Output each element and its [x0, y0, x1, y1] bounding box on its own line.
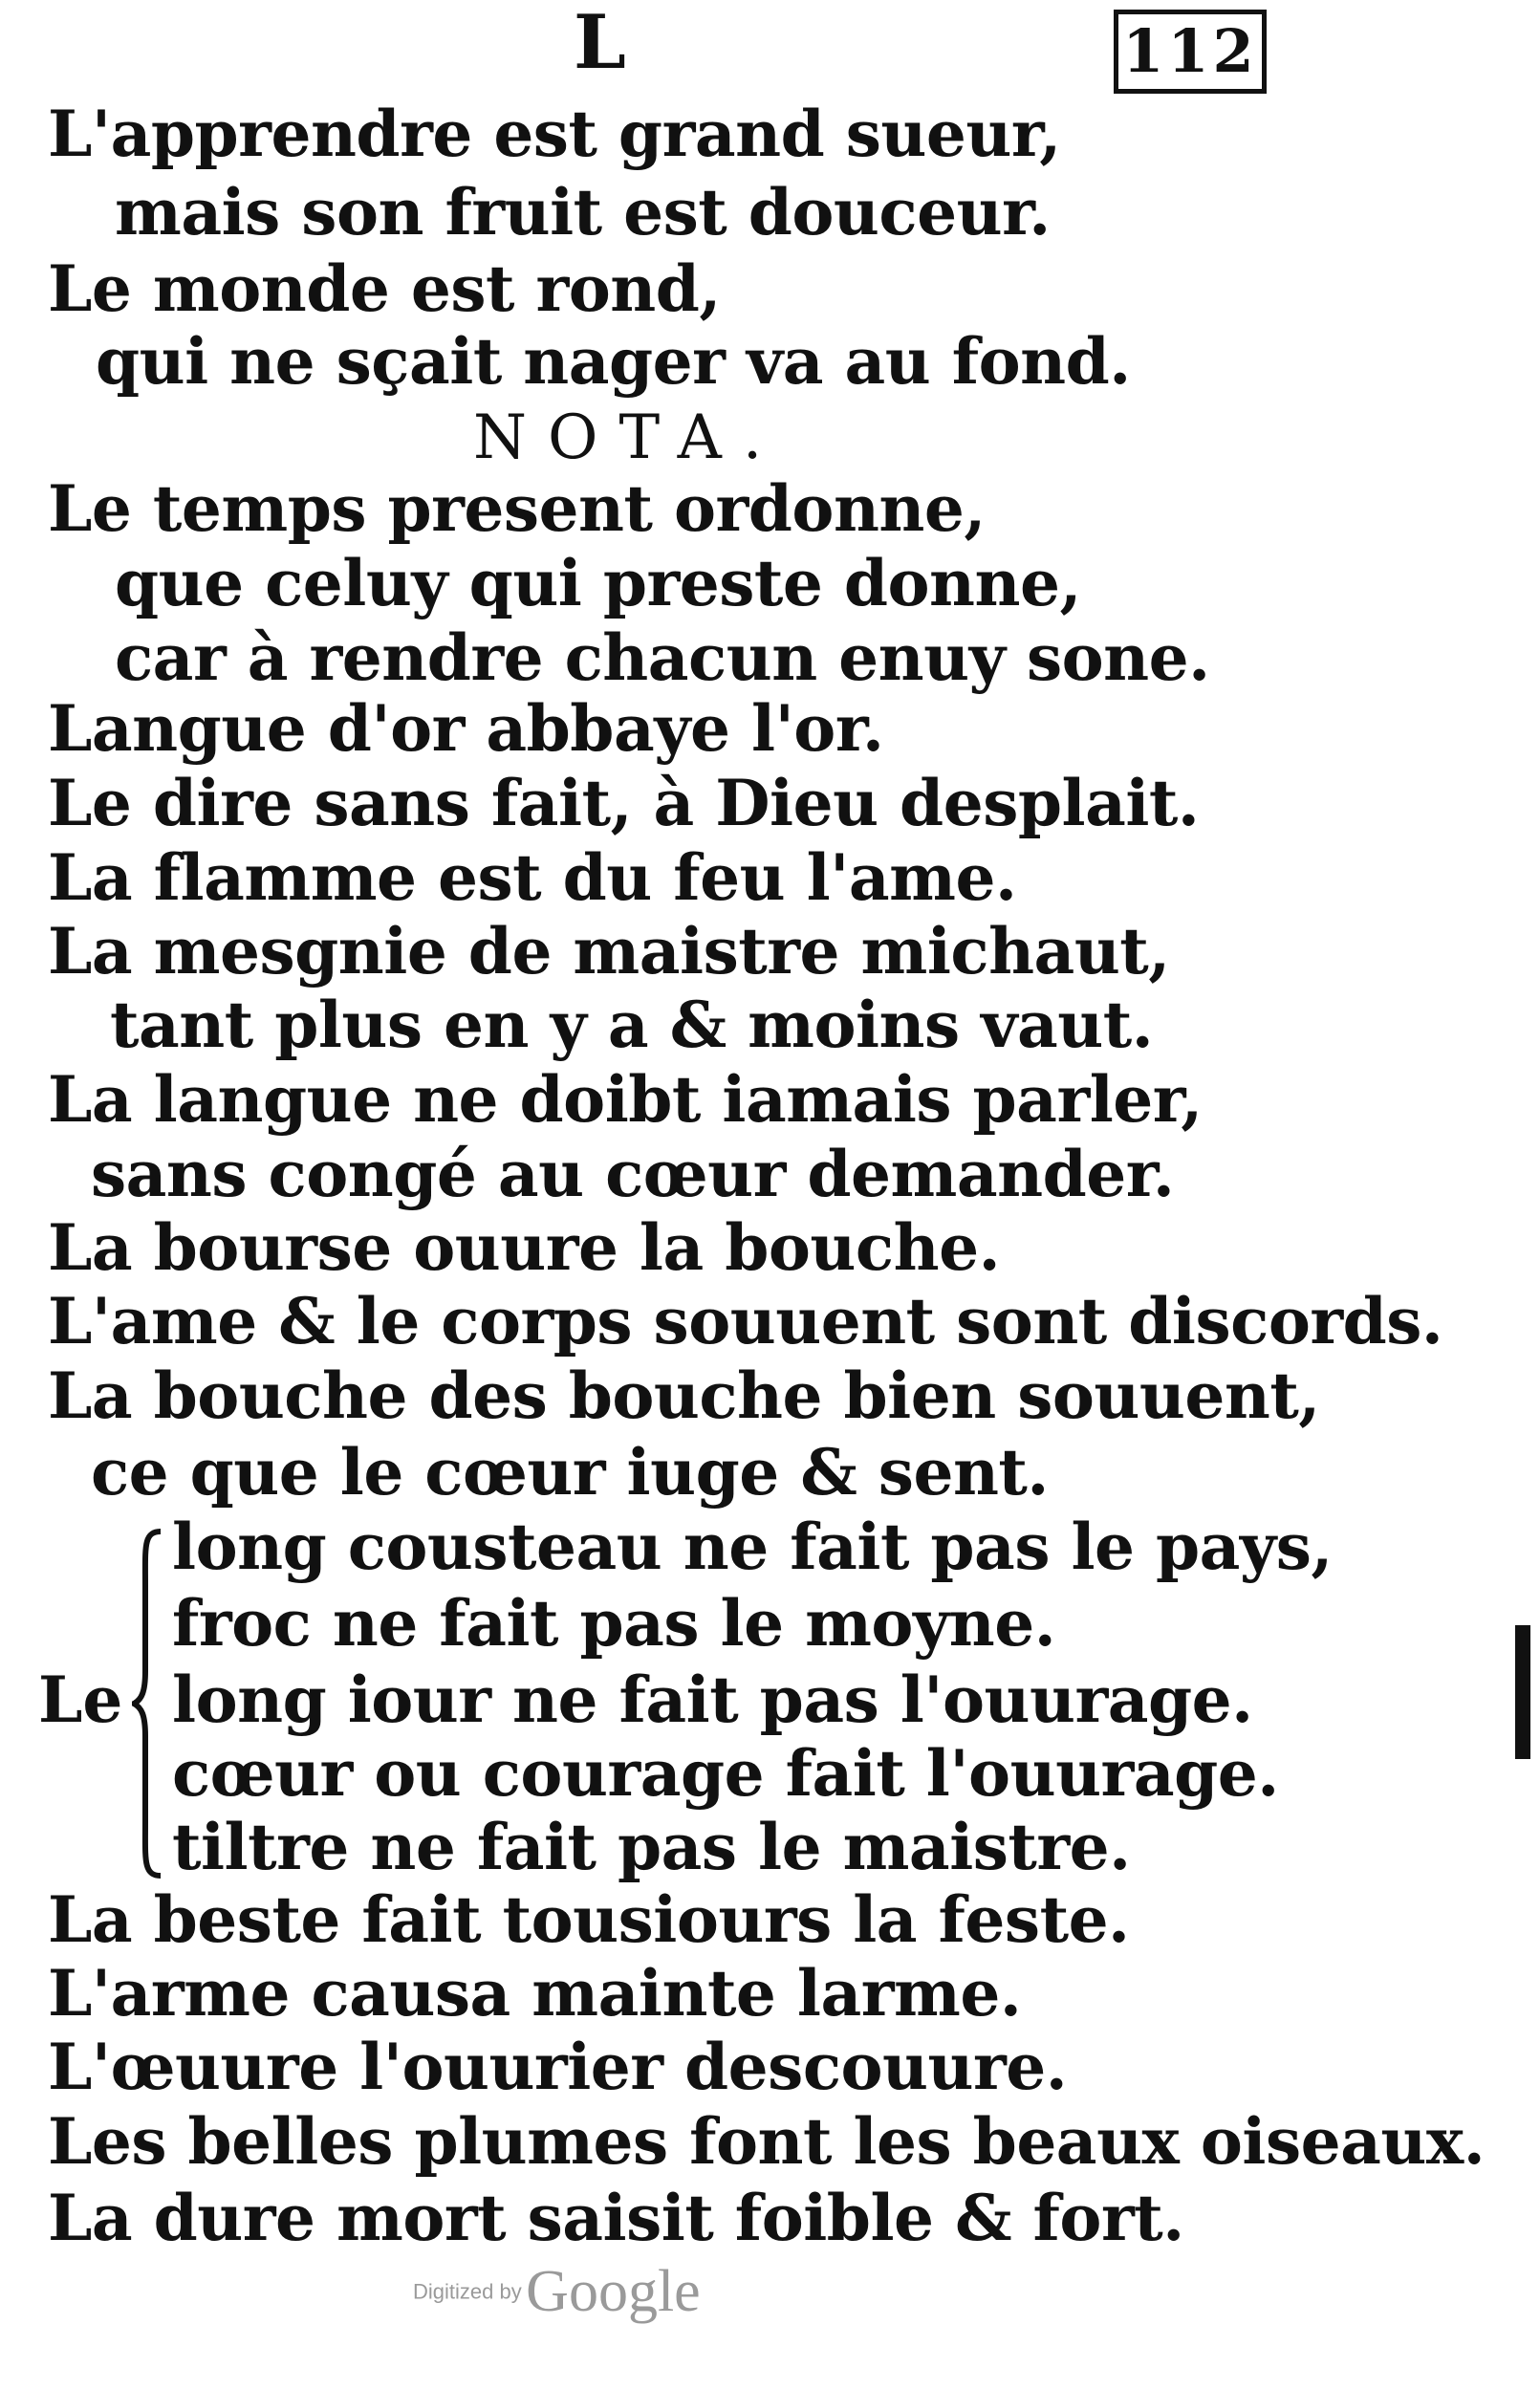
brace-item: froc ne fait pas le moyne. — [172, 1586, 1056, 1661]
text-line: mais son fruit est douceur. — [115, 175, 1051, 250]
running-head: L — [574, 0, 626, 86]
curly-brace-icon — [132, 1528, 164, 1879]
brace-label: Le — [38, 1662, 123, 1737]
text-line: La dure mort saisit foible & fort. — [48, 2181, 1184, 2255]
text-line: L'œuure l'ouurier descouure. — [48, 2030, 1068, 2104]
text-line: La bouche des bouche bien souuent, — [48, 1358, 1320, 1433]
text-line: sans congé au cœur demander. — [91, 1137, 1175, 1211]
text-line: Le monde est rond, — [48, 251, 721, 326]
text-line: La flamme est du feu l'ame. — [48, 840, 1017, 915]
text-line: La beste fait tousiours la feste. — [48, 1882, 1130, 1957]
text-line: que celuy qui preste donne, — [115, 546, 1081, 620]
text-line: La langue ne doibt iamais parler, — [48, 1062, 1203, 1137]
page-number: 112 — [1114, 10, 1267, 94]
text-line: car à rendre chacun enuy sone. — [115, 620, 1210, 695]
digitized-by-text: Digitized by — [413, 2279, 522, 2304]
text-line: qui ne sçait nager va au fond. — [96, 324, 1131, 399]
google-logo-text: Google — [526, 2259, 701, 2324]
text-line: La bourse ouure la bouche. — [48, 1210, 1001, 1285]
text-line: L'apprendre est grand sueur, — [48, 97, 1061, 171]
text-line: Les belles plumes font les beaux oiseaux. — [48, 2104, 1486, 2179]
brace-item: tiltre ne fait pas le maistre. — [172, 1810, 1131, 1884]
text-line: Le temps present ordonne, — [48, 471, 986, 546]
text-line: La mesgnie de maistre michaut, — [48, 914, 1170, 989]
brace-item: long cousteau ne fait pas le pays, — [172, 1510, 1333, 1584]
brace-item: long iour ne fait pas l'ouurage. — [172, 1662, 1253, 1737]
text-line: tant plus en y a & moins vaut. — [110, 988, 1154, 1062]
text-line: L'arme causa mainte larme. — [48, 1956, 1022, 2031]
digitized-by-watermark — [413, 2258, 701, 2326]
page-edge-mark — [1515, 1625, 1530, 1759]
brace-item: cœur ou courage fait l'ouurage. — [172, 1736, 1279, 1811]
nota-heading: NOTA. — [473, 402, 784, 473]
text-line: Langue d'or abbaye l'or. — [48, 691, 884, 766]
text-line: Le dire sans fait, à Dieu desplait. — [48, 766, 1200, 840]
text-line: L'ame & le corps souuent sont discords. — [48, 1284, 1443, 1358]
text-line: ce que le cœur iuge & sent. — [91, 1435, 1049, 1510]
